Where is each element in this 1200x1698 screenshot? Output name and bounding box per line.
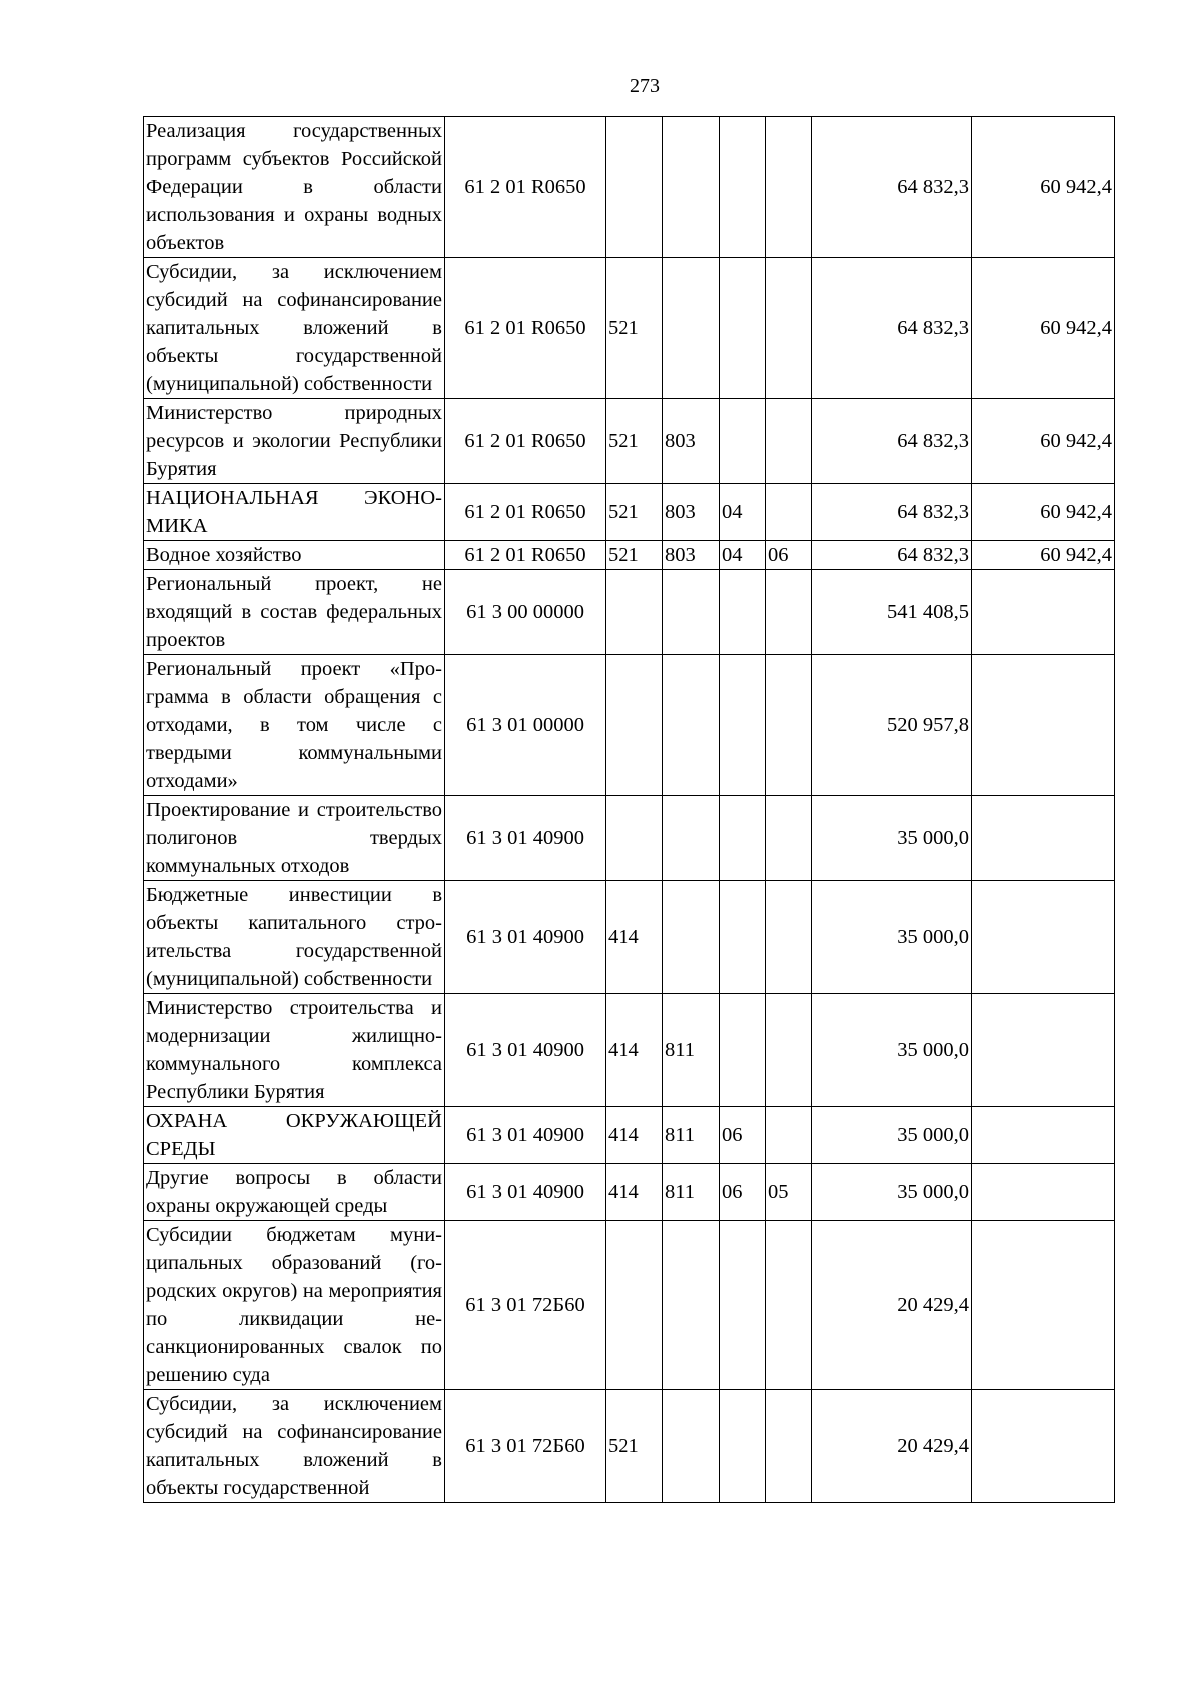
table-row	[144, 655, 1115, 796]
row-section	[720, 399, 766, 484]
table-row	[144, 1164, 1115, 1221]
row-name: Региональный проект «Программа в области обращения с отходами, в том числе с твердыми коммунальными отходами»	[144, 655, 445, 796]
row-subsection	[766, 484, 812, 541]
row-ministry-code: 803	[663, 484, 720, 541]
row-target-code: 61 3 01 72Б60	[445, 1221, 606, 1390]
row-name: Реализация государственных программ субъектов Российской Федерации в области использования и охраны водных объектов	[144, 117, 445, 258]
table-row	[144, 570, 1115, 655]
row-amount-2	[972, 655, 1115, 796]
row-target-code: 61 3 01 72Б60	[445, 1390, 606, 1503]
row-section: 06	[720, 1164, 766, 1221]
row-subsection	[766, 117, 812, 258]
row-amount-2: 60 942,4	[972, 117, 1115, 258]
row-expense-type: 521	[606, 1390, 663, 1503]
row-ministry-code	[663, 570, 720, 655]
table-row	[144, 117, 1115, 258]
table-row	[144, 399, 1115, 484]
row-section: 04	[720, 541, 766, 570]
row-expense-type: 414	[606, 1164, 663, 1221]
table-body	[144, 117, 1115, 1503]
row-expense-type: 414	[606, 1107, 663, 1164]
table-row	[144, 258, 1115, 399]
row-amount-2	[972, 994, 1115, 1107]
row-target-code: 61 3 00 00000	[445, 570, 606, 655]
row-ministry-code: 803	[663, 399, 720, 484]
row-ministry-code	[663, 796, 720, 881]
row-section: 04	[720, 484, 766, 541]
table-row	[144, 1390, 1115, 1503]
row-amount-1: 64 832,3	[812, 399, 972, 484]
row-subsection	[766, 1390, 812, 1503]
row-expense-type	[606, 570, 663, 655]
row-ministry-code	[663, 1390, 720, 1503]
row-amount-2	[972, 1390, 1115, 1503]
row-amount-2: 60 942,4	[972, 484, 1115, 541]
row-name: Субсидии бюджетам муниципальных образований (городских округов) на мероприятия по ликвидации несанкционированных свалок по решению суда	[144, 1221, 445, 1390]
row-name: Другие вопросы в области охраны окружающей среды	[144, 1164, 445, 1221]
row-amount-2	[972, 1221, 1115, 1390]
row-target-code: 61 3 01 40900	[445, 881, 606, 994]
row-name: Субсидии, за исключением субсидий на софинансирование капитальных вложений в объекты государственной (муниципальной) собственности	[144, 258, 445, 399]
row-subsection	[766, 1107, 812, 1164]
row-expense-type	[606, 1221, 663, 1390]
row-amount-2	[972, 881, 1115, 994]
row-expense-type: 521	[606, 258, 663, 399]
row-expense-type	[606, 655, 663, 796]
table-row	[144, 484, 1115, 541]
row-expense-type: 414	[606, 881, 663, 994]
table-row	[144, 541, 1115, 570]
row-subsection	[766, 994, 812, 1107]
row-ministry-code: 811	[663, 994, 720, 1107]
row-target-code: 61 2 01 R0650	[445, 117, 606, 258]
row-name: НАЦИОНАЛЬНАЯ ЭКОНОМИКА	[144, 484, 445, 541]
row-expense-type: 521	[606, 484, 663, 541]
row-amount-1: 35 000,0	[812, 881, 972, 994]
row-amount-2: 60 942,4	[972, 541, 1115, 570]
row-amount-2: 60 942,4	[972, 258, 1115, 399]
row-subsection	[766, 399, 812, 484]
row-amount-1: 35 000,0	[812, 796, 972, 881]
row-name: Министерство природных ресурсов и экологии Республики Бурятия	[144, 399, 445, 484]
row-target-code: 61 2 01 R0650	[445, 258, 606, 399]
row-ministry-code: 811	[663, 1107, 720, 1164]
row-subsection	[766, 655, 812, 796]
row-amount-2: 60 942,4	[972, 399, 1115, 484]
row-amount-1: 64 832,3	[812, 117, 972, 258]
row-expense-type	[606, 117, 663, 258]
row-expense-type: 414	[606, 994, 663, 1107]
row-name: Проектирование и строительство полигонов твердых коммунальных отходов	[144, 796, 445, 881]
row-target-code: 61 3 01 40900	[445, 1164, 606, 1221]
row-amount-1: 20 429,4	[812, 1221, 972, 1390]
row-section	[720, 258, 766, 399]
row-section: 06	[720, 1107, 766, 1164]
budget-table	[143, 116, 1115, 1503]
table-row	[144, 1221, 1115, 1390]
row-name: Министерство строительства и модернизации жилищно-коммунального комплекса Республики Бурятия	[144, 994, 445, 1107]
row-amount-1: 541 408,5	[812, 570, 972, 655]
row-ministry-code: 811	[663, 1164, 720, 1221]
row-subsection	[766, 258, 812, 399]
row-expense-type	[606, 796, 663, 881]
row-expense-type: 521	[606, 399, 663, 484]
row-subsection	[766, 881, 812, 994]
row-ministry-code: 803	[663, 541, 720, 570]
row-name: Водное хозяйство	[144, 541, 445, 570]
row-amount-1: 64 832,3	[812, 258, 972, 399]
row-amount-1: 35 000,0	[812, 994, 972, 1107]
row-amount-1: 64 832,3	[812, 484, 972, 541]
row-section	[720, 570, 766, 655]
table-row	[144, 994, 1115, 1107]
page-number: 273	[630, 75, 660, 97]
table-row	[144, 796, 1115, 881]
row-name: Бюджетные инвестиции в объекты капитального строительства государственной (муниципальной) собственности	[144, 881, 445, 994]
row-subsection: 06	[766, 541, 812, 570]
row-ministry-code	[663, 258, 720, 399]
row-section	[720, 655, 766, 796]
row-ministry-code	[663, 881, 720, 994]
row-target-code: 61 2 01 R0650	[445, 484, 606, 541]
row-section	[720, 117, 766, 258]
row-amount-2	[972, 796, 1115, 881]
row-subsection	[766, 570, 812, 655]
row-section	[720, 1221, 766, 1390]
row-amount-1: 35 000,0	[812, 1107, 972, 1164]
row-name: ОХРАНА ОКРУЖАЮЩЕЙ СРЕДЫ	[144, 1107, 445, 1164]
row-ministry-code	[663, 117, 720, 258]
row-amount-2	[972, 570, 1115, 655]
row-ministry-code	[663, 655, 720, 796]
row-amount-1: 64 832,3	[812, 541, 972, 570]
row-amount-1: 20 429,4	[812, 1390, 972, 1503]
row-section	[720, 881, 766, 994]
row-subsection: 05	[766, 1164, 812, 1221]
row-target-code: 61 3 01 40900	[445, 1107, 606, 1164]
table-row	[144, 881, 1115, 994]
row-name: Региональный проект, не входящий в состав федеральных проектов	[144, 570, 445, 655]
row-amount-1: 35 000,0	[812, 1164, 972, 1221]
table-row	[144, 1107, 1115, 1164]
row-target-code: 61 2 01 R0650	[445, 399, 606, 484]
row-ministry-code	[663, 1221, 720, 1390]
row-amount-1: 520 957,8	[812, 655, 972, 796]
row-section	[720, 1390, 766, 1503]
row-amount-2	[972, 1107, 1115, 1164]
row-target-code: 61 3 01 40900	[445, 994, 606, 1107]
row-subsection	[766, 796, 812, 881]
row-expense-type: 521	[606, 541, 663, 570]
row-target-code: 61 2 01 R0650	[445, 541, 606, 570]
row-target-code: 61 3 01 00000	[445, 655, 606, 796]
row-subsection	[766, 1221, 812, 1390]
row-target-code: 61 3 01 40900	[445, 796, 606, 881]
row-name: Субсидии, за исключением субсидий на софинансирование капитальных вложений в объекты государственной	[144, 1390, 445, 1503]
row-section	[720, 796, 766, 881]
row-section	[720, 994, 766, 1107]
row-amount-2	[972, 1164, 1115, 1221]
